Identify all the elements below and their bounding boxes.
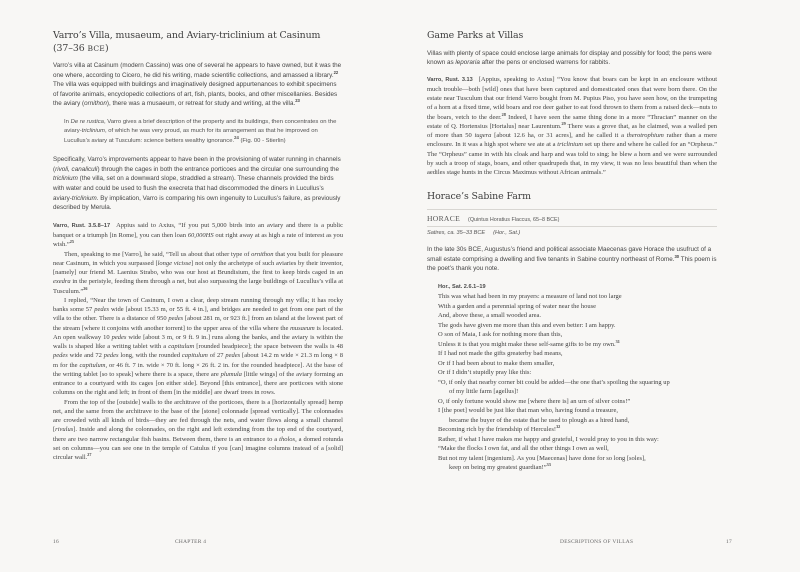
passage-paragraph: Varro, Rust. 3.5.8–17 Appius said to Axius, “If you put 5,000 birds into an aviary and there is a public banquet or a triumph [in Rome], you can then loan 60,000HS out right away at as high a rate of interest as you wish.”$^{25}$ [53, 221, 344, 249]
verse-line: This was what had been in my prayers: a measure of land not too large [438, 293, 622, 301]
footnote-ref[interactable]: 28 [501, 111, 506, 117]
verse-line-continuation: of my little farm [agellus]! [449, 388, 519, 396]
source-citation: Hor., Sat. 2.6.1–19 [438, 283, 486, 290]
footnote-ref[interactable]: 23 [295, 98, 300, 104]
footnote-ref[interactable]: 29 [561, 120, 566, 126]
indented-note: In De re rustica, Varro gives a brief description of the property and its buildings, then concentrates on the aviary-triclinium, of which he was very proud, as much for its arrangement as that he improved on Lucullus’s aviary at Tusculum: science betters wealthy ignorance.$^{24}$ (Fig. 00 - Stierlin) [64, 118, 337, 144]
source-passage-game-parks [427, 75, 717, 178]
verse-line: With a garden and a perennial spring of water near the house [438, 302, 597, 310]
work-title: Satires, ca. 35–33 BCE [427, 229, 486, 236]
verse-line: O, if only fortune would show me [where there is] an urn of silver coins!” [438, 397, 631, 405]
intro-paragraph: Varro’s villa at Casinum (modern Cassino) was one of several he appears to have owned, but it was the one where, according to Cicero, he did his writing, made scientific collections, and amassed a library.$^{22}$ The villa was equipped with buildings and imaginatively designed appurtenances to exhibit specimens of favorite animals, encyclopedic collections of art, fish, plants, books, and other miscellanies. Besides the aviary (ornithon), there was a musaeum, or retreat for study and writing, at the villa.$^{23}$ [53, 62, 342, 108]
passage-paragraph: Then, speaking to me [Varro], he said, “Tell us about that other type of ornithon that you built for pleasure near Casinum, in which you surpassed [longe vicisse] not only the archetype of such aviaries by their inventor, [namely] our friend M. Laenius Strabo, who was our host at Brundisium, the first to keep birds caged in an exedra in the peristyle, feeding them through a net, but also surpassing the large buildings of Lucullus’s villa at Tusculum.”$^{26}$ [53, 250, 343, 295]
running-head-right: DESCRIPTIONS OF VILLAS [560, 539, 634, 545]
verse-line-continuation: keep on being my greatest guardian!”$^{33}$ [449, 461, 551, 472]
footnote-ref[interactable]: 31 [615, 338, 620, 344]
divider [427, 226, 717, 227]
commentary-paragraph: Specifically, Varro’s improvements appear to have been in the provisioning of water running in channels (rivoli, canaliculi) through the cages in both the entrance porticoes and the circular one surrounding the triclinium (the villa, set on a downward slope, straddled a stream). These channels provided the birds with water and could be used to flush the execreta that had discommoded the diners in Lucullus’s aviary-triclinium. By implication, Varro is comparing his own ingenuity to Lucullus’s failure, as previously described by Merula. [53, 156, 341, 212]
left-column [53, 30, 343, 462]
footnote-ref[interactable]: 33 [546, 461, 551, 467]
running-head-left: CHAPTER 4 [175, 539, 207, 545]
source-passage-varro [53, 221, 343, 463]
verse-line: Or if I didn’t stupidly pray like this: [438, 369, 532, 377]
verse-line: “Make the flocks I own fat, and all the other things I own as well, [438, 445, 609, 453]
game-parks-intro: Villas with plenty of space could enclose large animals for display and possibly for food; the pens were known as leporaria after the pens or enclosed warrens for rabbits. [427, 49, 712, 67]
footnote-ref[interactable]: 30 [674, 253, 680, 259]
footnote-ref[interactable]: 26 [83, 285, 88, 291]
verse-line: “O, if only that nearby corner bit could be added—the one that’s spoiling the squaring up [438, 378, 670, 386]
verse-line: And, above these, a small wooded area. [438, 312, 542, 320]
work-row [427, 230, 717, 236]
footnote-ref[interactable]: 32 [556, 423, 561, 429]
verse-line: If I had not made the gifts greaterby bad means, [438, 350, 563, 358]
verse-line: The gods have given me more than this and even better: I am happy. [438, 321, 616, 329]
page-number-right: 17 [726, 539, 732, 545]
page-number-left: 16 [53, 539, 59, 545]
horace-intro: In the late 30s BCE, Augustus’s friend and political associate Maecenas gave Horace the usufruct of a small estate comprising a dwelling and five tenants in Sabine country northeast of Rome.$^{30}$ This poem is the poet’s thank you note. [427, 245, 717, 273]
footnote-ref[interactable]: 22 [333, 69, 339, 75]
verse-line: Rather, if what I have makes me happy and grateful, I would pray to you in this way: [438, 435, 659, 443]
right-column [427, 30, 717, 473]
passage-paragraph: Varro, Rust. 3.13 [Appius, speaking to Axius] “You know that boars can be kept in an enclosure without much trouble—both [wild] ones that have been captured and domesticated ones that were born there. On the estate near Tusculum that our friend Varro bought from M. Pupius Piso, you have seen how, on the trumpeting of a horn at a fixed time, wild boars and roe deer gather to eat food thrown to them from a raised deck—nuts to the boars, vetch to the deer.$^{28}$ Indeed, I have seen the same thing done in a more “Thracian” manner on the estate of Q. Hortensius [Hortalus] near Laurentum.$^{29}$ There was a grove that, as he claimed, was a walled pen of more than 50 iugera [about 12.6 ha, or 31 acres], and he called it a therotrophium rather than a mere enclosure. In it was a high spot where we ate at a triclinium set up there and where he called for an “Orpheus.” The “Orpheus” came in with his cloak and harp and was told to sing; he blew a horn and we were surrounded by such a troop of stags, boars, and other quadrupeds that, in my view, it was no less beautiful than when the aediles stage hunts in the Circus Maximus without African animals.” [427, 75, 718, 177]
author-full-name: (Quintus Horatius Flaccus, 65–8 BCE) [468, 216, 560, 223]
source-citation: Varro, Rust. 3.5.8–17 [53, 222, 111, 229]
verse-line: Or if I had been about to make them smaller, [438, 359, 555, 367]
verse-line-continuation: became the buyer of the estate that he used to plough as a hired hand, [449, 416, 630, 424]
passage-paragraph: From the top of the [outside] walls to the architrave of the porticoes, there is a [horizontally spread] hemp net, and the same from the architrave to the base of the [stone] colonnade [spread vertically]. The colonnades are crowded with all kinds of birds—they are fed through the nets, and water flows along a small channel [rivulus]. Inside and along the colonnades, on the right and left extending from the top end of the courtyard, there are two narrow rectangular fish basins. Between them, there is an entrance to a tholos, a domed rotunda set on columns—you can see one in the temple of Catulus if you [can] imagine columns instead of a [solid] circular wall.$^{27}$ [53, 398, 344, 461]
footnote-ref[interactable]: 24 [234, 134, 239, 140]
section-heading-horace: Horace’s Sabine Farm [427, 191, 531, 203]
footnote-ref[interactable]: 25 [69, 239, 74, 245]
footnote-ref[interactable]: 27 [87, 451, 92, 457]
work-abbreviation: (Hor., Sat.) [493, 229, 521, 236]
passage-paragraph: I replied, “Near the town of Casinum, I own a clear, deep stream running through my villa; it has rocky banks some 57 pedes wide [about 15.33 m, or 55 ft. 4 in.], and bridges are needed to get from one part of the villa to the other. There is a distance of 950 pedes [about 281 m, or 923 ft.] from an island at the lowest part of the stream [where it conjoins with another torrent] to the upper area of the villa where the musaeum is located. An open walkway 10 pedes wide [about 3 m, or 9 ft. 9 in.] runs along the banks, and the aviary is within the walls is shaped like a writing tablet with a capitulum [rounded headpiece]; the space between the walls is 48 pedes wide and 72 pedes long, with the rounded capitulum of 27 pedes [about 14.2 m wide × 21.3 m long × 8 m for the capitulum, or 46 ft. 7 in. wide × 70 ft. long × 26 ft. 2 in. for the rounded headpiece]. At the base of the writing tablet [so to speak] where there is a space, there are plumula [little wings] of the aviary forming an entrance to a courtyard with its cages [on either side]. Beyond [this entrance], there are porticoes with stone columns on the right and left; in front of them [in the middle] are dwarf trees in rows. [53, 296, 343, 397]
verse-line: Becoming rich by the friendship of Hercules!$^{32}$ [438, 423, 561, 434]
source-citation: Varro, Rust. 3.13 [427, 76, 473, 83]
verse-line: I [the poet] would be just like that man who, having found a treasure, [438, 407, 618, 415]
verse-line: Unless it is that you might make these self-same gifts to be my own.$^{31}$ [438, 338, 620, 348]
author-row [427, 214, 717, 223]
verse-passage-horace [427, 283, 717, 473]
section-heading-varro-villa: Varro’s Villa, musaeum, and Aviary-triclinium at Casinum (37–36 BCE) [53, 30, 321, 54]
right-page [400, 0, 800, 572]
author-name: HORACE [427, 213, 461, 223]
section-heading-game-parks: Game Parks at Villas [427, 30, 524, 41]
verse-line: But not my talent [ingenium]. As you [Maecenas] have done for so long [soles], [438, 454, 646, 462]
divider [427, 209, 717, 210]
verse-line: O son of Maia, I ask for nothing more than this, [438, 331, 563, 339]
